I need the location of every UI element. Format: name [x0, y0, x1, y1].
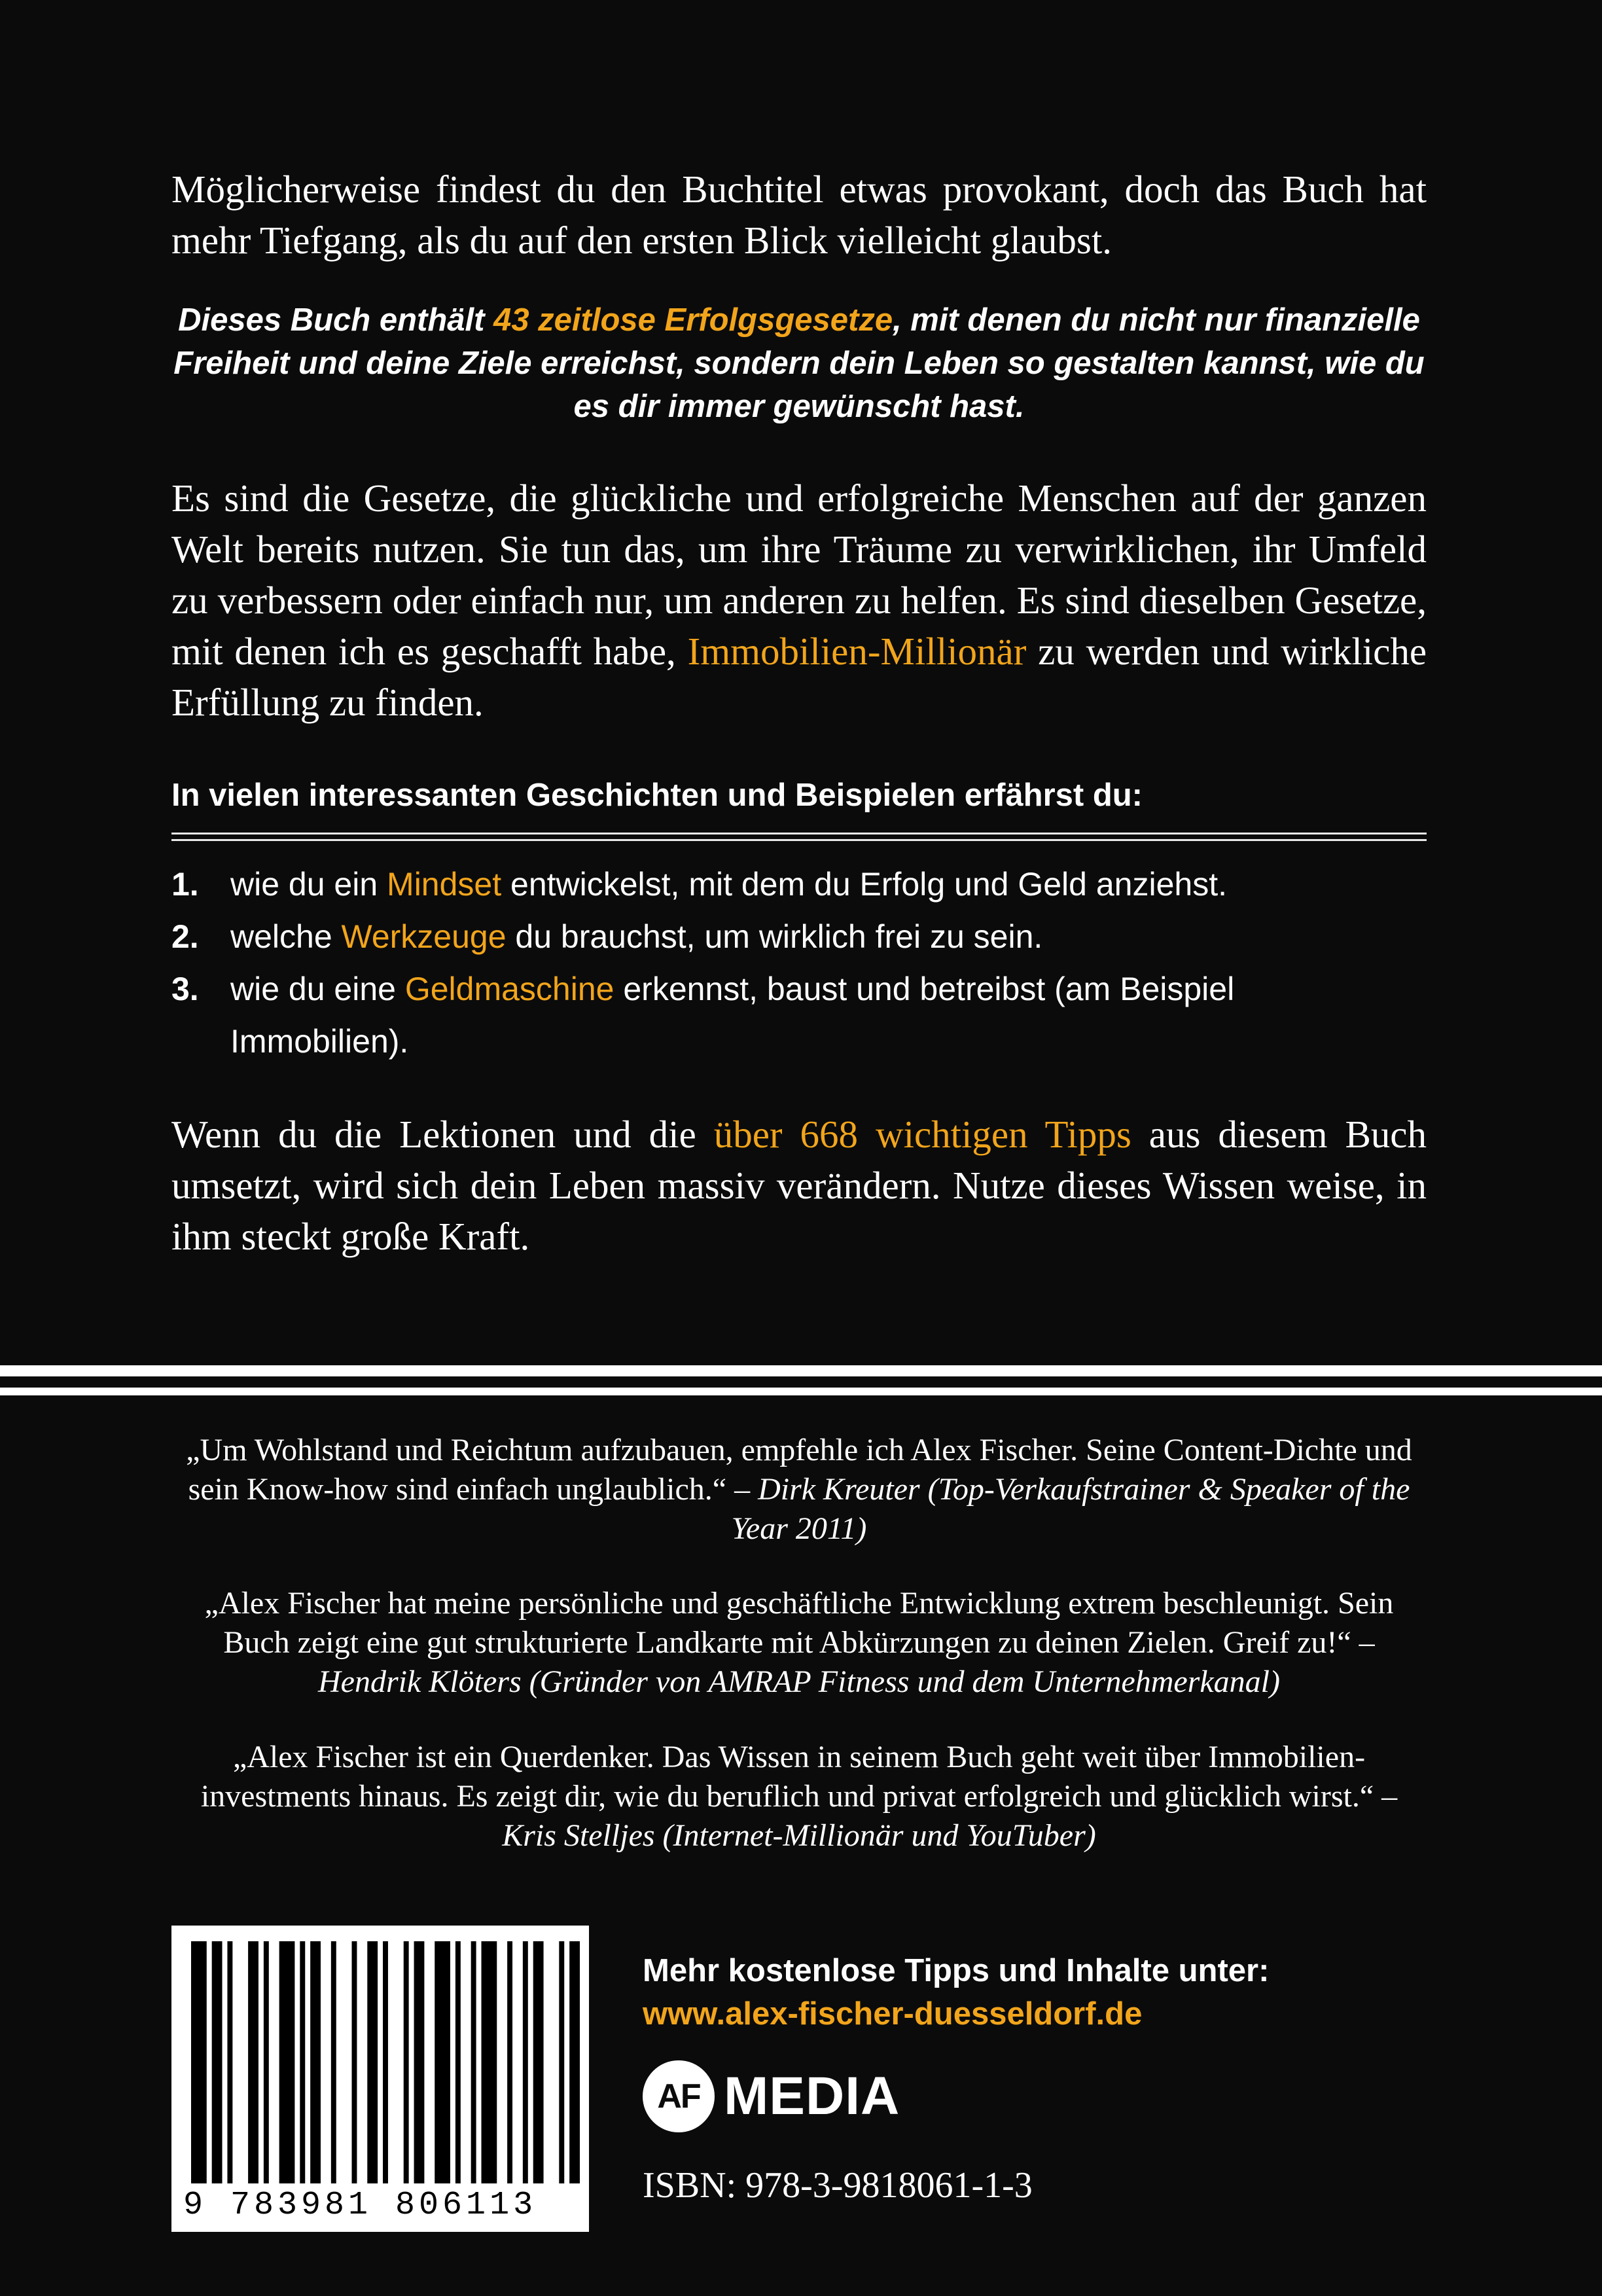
barcode-bar — [279, 1941, 295, 2183]
closing-text-start: Wenn du die Lektionen und die — [171, 1113, 714, 1156]
isbn-barcode — [171, 1926, 589, 2232]
body-text-start: Es sind die Gesetze, die glückliche und erfolgreiche Menschen auf der ganzen Welt bereits nutzen. Sie tun das, um ihre Träume zu verwirklichen, ihr Umfeld zu verbessern oder einfach nur, um anderen zu helfen. Es sind dieselben Gesetze, mit denen ich es geschafft habe, — [171, 476, 1427, 673]
barcode-bar — [191, 1941, 207, 2183]
list-gold-word: Werkzeuge — [341, 918, 507, 955]
list-item — [171, 858, 1427, 910]
af-media-logo — [643, 2060, 900, 2132]
highlight-gold-phrase: 43 zeitlose Erfolgsgesetze — [493, 302, 893, 338]
barcode-bar — [331, 1941, 336, 2183]
list-text: welche Werkzeuge du brauchst, um wirklich frei zu sein. — [230, 918, 1043, 955]
barcode-bar — [367, 1941, 378, 2183]
list-item — [171, 963, 1427, 1067]
barcode-bar — [264, 1941, 269, 2183]
highlight-text-end: , mit denen du nicht nur finanzielle Freiheit und deine Ziele erreichst, sondern dein Leben so gestalten kannst, wie du es dir immer gewünscht hast. — [173, 302, 1425, 424]
barcode-bar — [383, 1941, 388, 2183]
barcode-bar — [523, 1941, 528, 2183]
barcode-bar — [404, 1941, 409, 2183]
testimonial-author: Kris Stelljes (Internet-Millionär und YouTuber) — [502, 1818, 1096, 1853]
barcode-bar — [212, 1941, 222, 2183]
barcode-bar — [248, 1941, 258, 2183]
testimonial-quote: „Alex Fischer ist ein Querdenker. Das Wissen in seinem Buch geht weit über Immobilien-investments hinaus. Es zeigt dir, wie du beruflich und privat erfolgreich und glücklich wirst.“ – Kris Stelljes (Internet-Millionär und YouTuber) — [200, 1740, 1398, 1853]
highlight-text-start: Dieses Buch enthält — [178, 302, 494, 338]
section-stripe-bottom — [0, 1388, 1602, 1395]
barcode-bar — [482, 1941, 497, 2183]
barcode-bar — [471, 1941, 476, 2183]
more-tips-heading: Mehr kostenlose Tipps und Inhalte unter: — [643, 1953, 1270, 1988]
website-link[interactable]: www.alex-fischer-duesseldorf.de — [643, 1996, 1143, 2032]
list-number: 3. — [171, 971, 199, 1007]
closing-text-end: aus diesem Buch umsetzt, wird sich dein Leben massiv verändern. Nutze dieses Wissen weise, in ihm steckt große Kraft. — [171, 1113, 1427, 1258]
barcode-digits: 9 783981 806113 — [183, 2187, 537, 2224]
intro-paragraph: Möglicherweise findest du den Buchtitel etwas provokant, doch das Buch hat mehr Tiefgang, als du auf den ersten Blick vielleicht glaubst. — [171, 168, 1427, 262]
testimonial-quote: „Alex Fischer hat meine persönliche und geschäftliche Entwicklung extrem beschleunigt. Sein Buch zeigt eine gut strukturierte Landkarte mit Abkürzungen zu deinen Zielen. Greif zu!“ – Hendrik Klöters (Gründer von AMRAP Fitness und dem Unternehmerkanal) — [204, 1586, 1394, 1699]
body-text-end: zu werden und wirkliche Erfüllung zu finden. — [171, 630, 1427, 724]
list-heading: In vielen interessanten Geschichten und Beispielen erfährst du: — [171, 778, 1143, 813]
barcode-bar — [559, 1941, 564, 2183]
body-paragraph — [171, 473, 1427, 728]
testimonial-quote: „Um Wohlstand und Reichtum aufzubauen, empfehle ich Alex Fischer. Seine Content-Dichte und sein Know-how sind einfach unglaublich.“ – Dirk Kreuter (Top-Verkaufstrainer & Speaker of the Year 2011) — [186, 1433, 1412, 1546]
media-logo-word: MEDIA — [724, 2066, 900, 2126]
list-gold-word: Mindset — [387, 866, 502, 903]
list-divider — [171, 833, 1427, 841]
list-number: 1. — [171, 866, 199, 903]
barcode-bar — [300, 1941, 305, 2183]
list-gold-word: Geldmaschine — [404, 971, 614, 1007]
testimonial-author: Dirk Kreuter (Top-Verkaufstrainer & Speaker of the Year 2011) — [731, 1472, 1410, 1546]
barcode-bar — [352, 1941, 357, 2183]
highlight-paragraph — [171, 298, 1427, 428]
barcode-bar — [310, 1941, 321, 2183]
testimonial-author: Hendrik Klöters (Gründer von AMRAP Fitness und dem Unternehmerkanal) — [318, 1664, 1280, 1699]
closing-paragraph — [171, 1109, 1427, 1262]
list-number: 2. — [171, 918, 199, 955]
af-logo-mark: AF — [643, 2060, 715, 2132]
list-text: wie du eine Geldmaschine erkennst, baust und betreibst (am Beispiel Immobilien). — [230, 971, 1235, 1060]
feature-list — [171, 858, 1427, 1067]
barcode-bar — [435, 1941, 450, 2183]
list-item — [171, 910, 1427, 963]
list-text: wie du ein Mindset entwickelst, mit dem du Erfolg und Geld anziehst. — [230, 866, 1227, 903]
body-gold-phrase: Immobilien-Millionär — [687, 630, 1027, 673]
isbn-number: ISBN: 978-3-9818061-1-3 — [643, 2165, 1033, 2206]
barcode-bar — [455, 1941, 461, 2183]
barcode-bar — [569, 1941, 580, 2183]
section-stripe-top — [0, 1365, 1602, 1376]
barcode-bar — [507, 1941, 512, 2183]
barcode-bar — [533, 1941, 544, 2183]
barcode-bar — [227, 1941, 232, 2183]
barcode-bar — [414, 1941, 425, 2183]
closing-gold-phrase: über 668 wichtigen Tipps — [713, 1113, 1131, 1156]
